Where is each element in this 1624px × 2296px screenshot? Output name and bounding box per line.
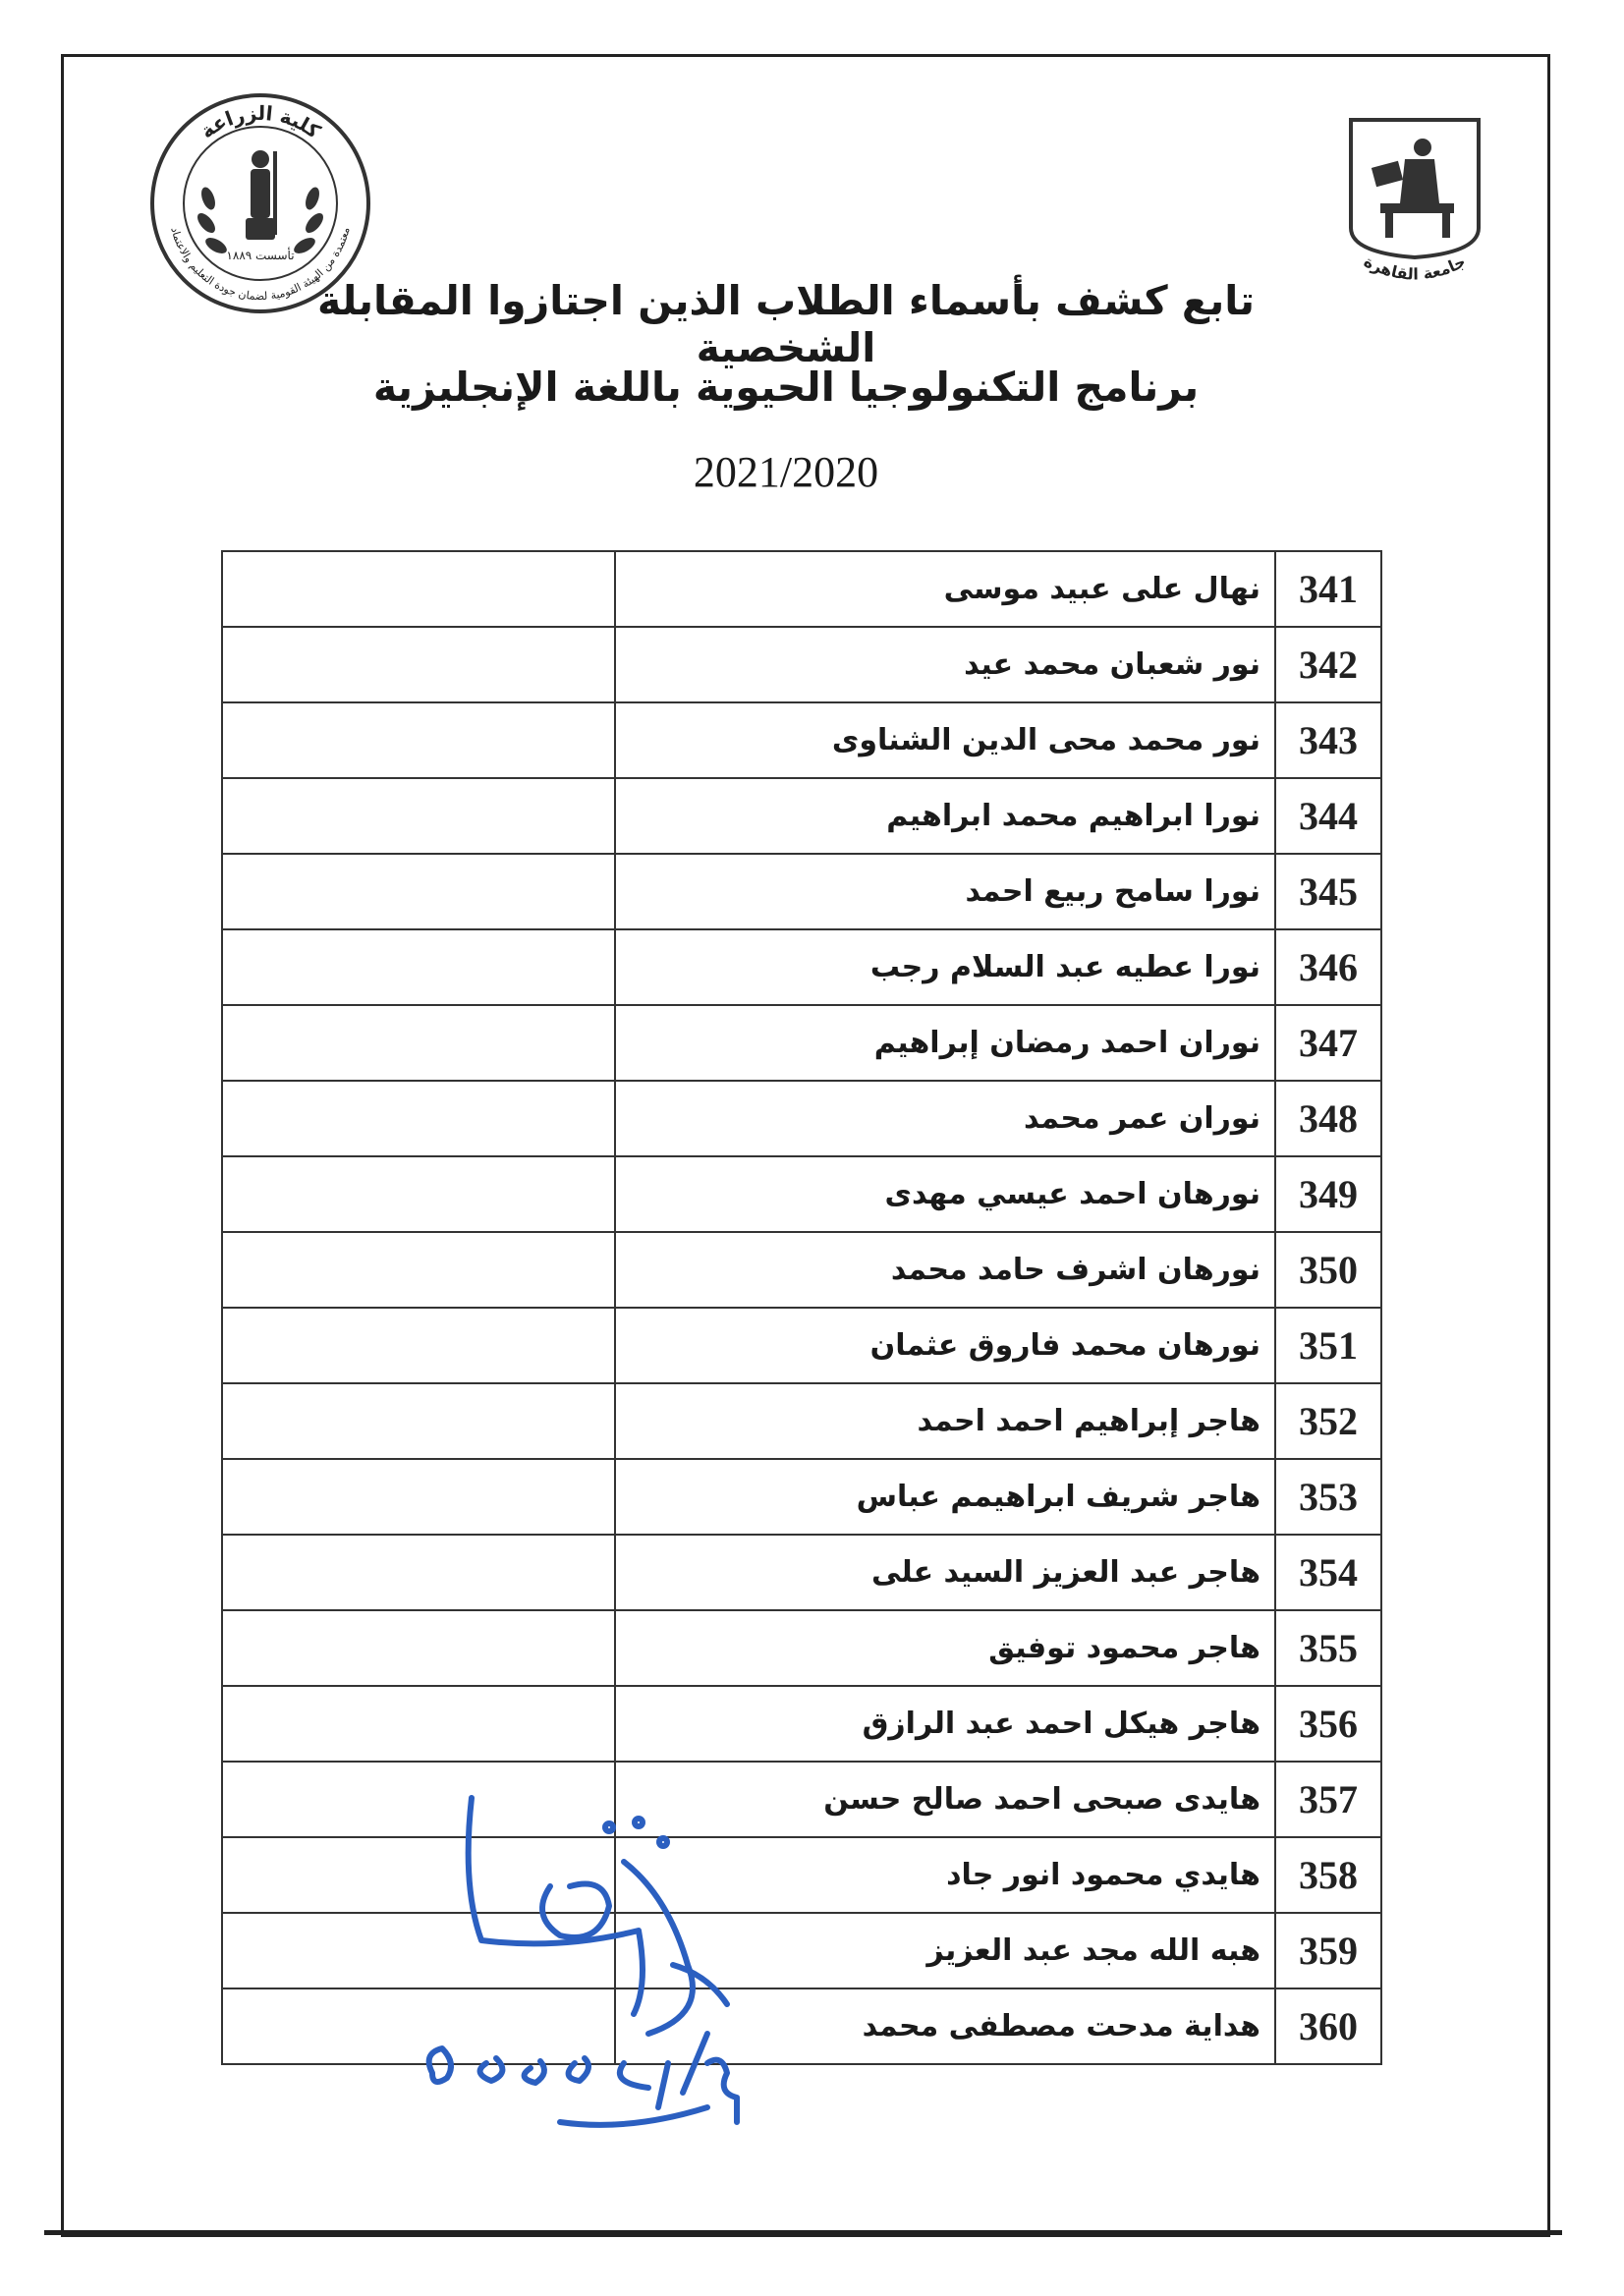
student-number: 357 <box>1275 1762 1381 1837</box>
table-row <box>222 1005 1381 1081</box>
student-number: 344 <box>1275 778 1381 854</box>
student-number: 348 <box>1275 1081 1381 1156</box>
student-name: هداية مدحت مصطفى محمد <box>615 1988 1275 2064</box>
table-row <box>222 1610 1381 1686</box>
student-name: نهال على عبيد موسى <box>615 551 1275 627</box>
table-row <box>222 702 1381 778</box>
student-number: 358 <box>1275 1837 1381 1913</box>
blank-cell <box>222 1459 615 1535</box>
student-number: 351 <box>1275 1308 1381 1383</box>
table-row <box>222 1762 1381 1837</box>
seal-top-label: كلية الزراعة <box>196 100 325 143</box>
table-row <box>222 1535 1381 1610</box>
blank-cell <box>222 1610 615 1686</box>
blank-cell <box>222 702 615 778</box>
blank-cell <box>222 929 615 1005</box>
page-frame-bottom-rule <box>44 2230 1562 2235</box>
student-name: نورا عطيه عبد السلام رجب <box>615 929 1275 1005</box>
student-name: هاجر شريف ابراهيمم عباس <box>615 1459 1275 1535</box>
student-name: هبه الله مجد عبد العزيز <box>615 1913 1275 1988</box>
blank-cell <box>222 1535 615 1610</box>
blank-cell <box>222 1005 615 1081</box>
student-name: نورا سامح ربيع احمد <box>615 854 1275 929</box>
student-number: 350 <box>1275 1232 1381 1308</box>
student-number: 343 <box>1275 702 1381 778</box>
table-row <box>222 854 1381 929</box>
blank-cell <box>222 1308 615 1383</box>
student-name: هايدى صبحى احمد صالح حسن <box>615 1762 1275 1837</box>
student-name: هاجر محمود توفيق <box>615 1610 1275 1686</box>
blank-cell <box>222 551 615 627</box>
student-name: هاجر هيكل احمد عبد الرازق <box>615 1686 1275 1762</box>
student-number: 352 <box>1275 1383 1381 1459</box>
blank-cell <box>222 1988 615 2064</box>
student-name: هاجر عبد العزيز السيد على <box>615 1535 1275 1610</box>
blank-cell <box>222 1383 615 1459</box>
student-name: نورهان اشرف حامد محمد <box>615 1232 1275 1308</box>
table-row <box>222 1156 1381 1232</box>
blank-cell <box>222 1762 615 1837</box>
blank-cell <box>222 1837 615 1913</box>
student-number: 355 <box>1275 1610 1381 1686</box>
student-name: نورا ابراهيم محمد ابراهيم <box>615 778 1275 854</box>
table-row <box>222 1913 1381 1988</box>
blank-cell <box>222 1232 615 1308</box>
table-row <box>222 1837 1381 1913</box>
table-row <box>222 1383 1381 1459</box>
student-number: 349 <box>1275 1156 1381 1232</box>
blank-cell <box>222 1686 615 1762</box>
student-name: نورهان احمد عيسي مهدى <box>615 1156 1275 1232</box>
table-row <box>222 1308 1381 1383</box>
table-row <box>222 1459 1381 1535</box>
program-subtitle: برنامج التكنولوجيا الحيوية باللغة الإنجليزية <box>372 364 1200 411</box>
blank-cell <box>222 778 615 854</box>
seal-bottom-label: معتمدة من الهيئة القومية لضمان جودة التعليم والاعتماد <box>168 225 353 304</box>
seal-established-label: تأسست ١٨٨٩ <box>226 249 295 262</box>
page-title: تابع كشف بأسماء الطلاب الذين اجتازوا المقابلة الشخصية <box>316 277 1256 371</box>
students-table <box>221 550 1382 2065</box>
table-row <box>222 551 1381 627</box>
table-row <box>222 1988 1381 2064</box>
student-name: هايدي محمود انور جاد <box>615 1837 1275 1913</box>
student-name: نورهان محمد فاروق عثمان <box>615 1308 1275 1383</box>
table-row <box>222 1686 1381 1762</box>
student-number: 356 <box>1275 1686 1381 1762</box>
student-number: 341 <box>1275 551 1381 627</box>
student-name: نوران احمد رمضان إبراهيم <box>615 1005 1275 1081</box>
university-logo-label: جامعة القاهرة <box>1361 252 1469 284</box>
table-row <box>222 1232 1381 1308</box>
academic-year: 2021/2020 <box>693 448 879 496</box>
student-number: 345 <box>1275 854 1381 929</box>
student-number: 347 <box>1275 1005 1381 1081</box>
table-row <box>222 1081 1381 1156</box>
student-name: نور شعبان محمد عيد <box>615 627 1275 702</box>
student-number: 346 <box>1275 929 1381 1005</box>
blank-cell <box>222 1081 615 1156</box>
student-number: 354 <box>1275 1535 1381 1610</box>
student-name: نوران عمر محمد <box>615 1081 1275 1156</box>
table-row <box>222 929 1381 1005</box>
student-name: هاجر إبراهيم احمد احمد <box>615 1383 1275 1459</box>
table-row <box>222 627 1381 702</box>
blank-cell <box>222 1913 615 1988</box>
table-row <box>222 778 1381 854</box>
student-name: نور محمد محى الدين الشناوى <box>615 702 1275 778</box>
student-number: 353 <box>1275 1459 1381 1535</box>
student-number: 360 <box>1275 1988 1381 2064</box>
blank-cell <box>222 1156 615 1232</box>
student-number: 342 <box>1275 627 1381 702</box>
blank-cell <box>222 627 615 702</box>
student-number: 359 <box>1275 1913 1381 1988</box>
blank-cell <box>222 854 615 929</box>
cairo-university-logo <box>1336 110 1493 297</box>
